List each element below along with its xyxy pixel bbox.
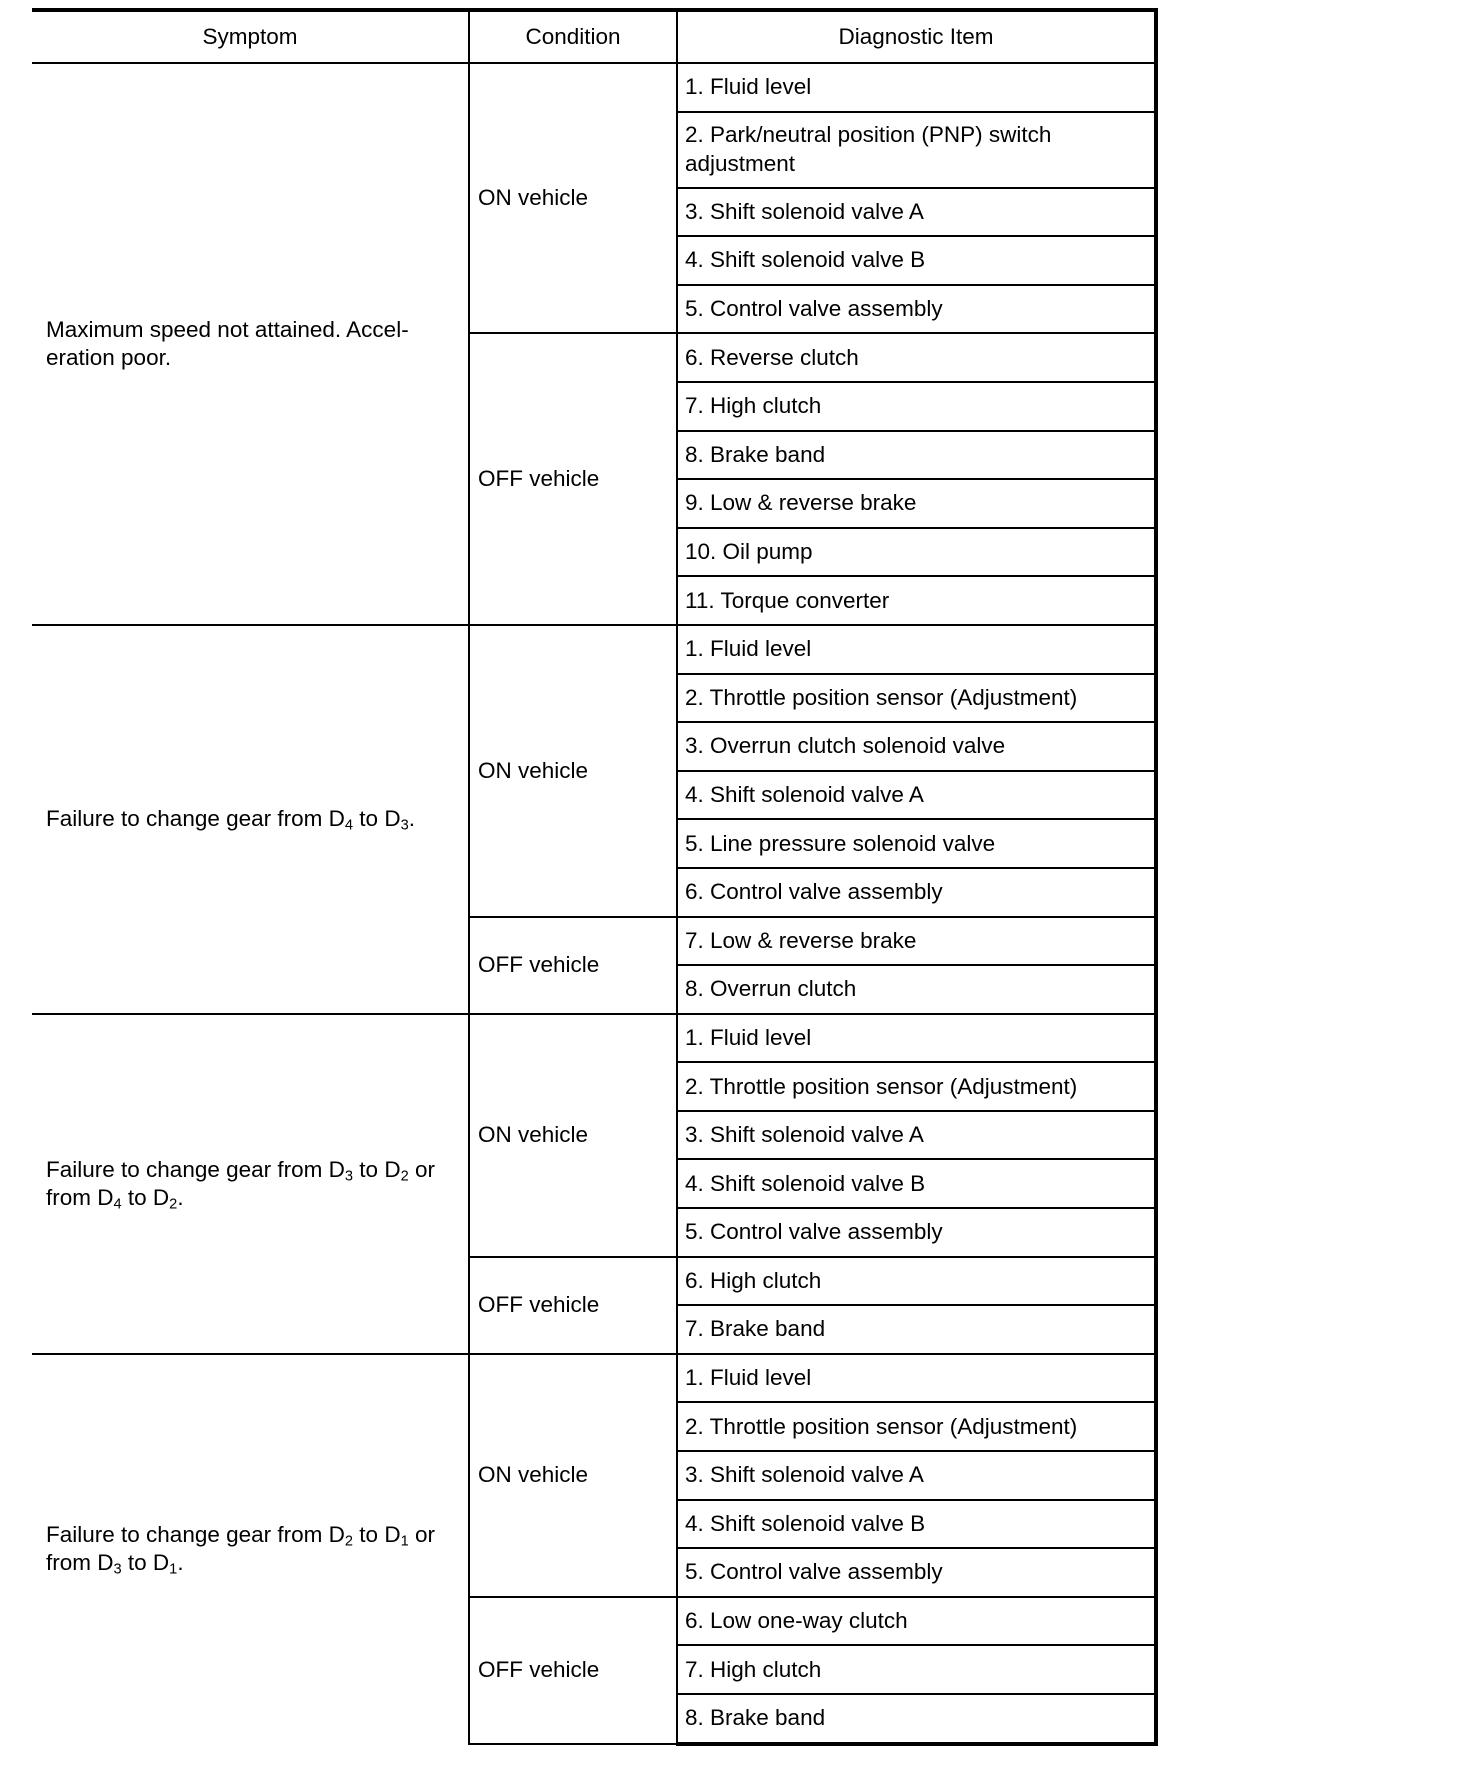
diagnostic-item: 8. Brake band [677,431,1156,480]
diagnostic-table [32,8,1158,1746]
diagnostic-item: 5. Control valve assembly [677,285,1156,334]
condition-cell: OFF vehicle [469,1597,677,1744]
diagnostic-item: 1. Fluid level [677,625,1156,674]
diagnostic-item: 8. Overrun clutch [677,965,1156,1014]
diagnostic-item: 1. Fluid level [677,63,1156,112]
symptom-cell [32,625,469,1014]
diagnostic-item: 4. Shift solenoid valve A [677,771,1156,820]
condition-cell: OFF vehicle [469,333,677,625]
diagnostic-item: 7. Low & reverse brake [677,917,1156,966]
header-row [32,10,1156,63]
diagnostic-item: 4. Shift solenoid valve B [677,236,1156,285]
diagnostic-item: 6. Control valve assembly [677,868,1156,917]
table-row [32,625,1156,674]
diagnostic-item: 2. Throttle position sensor (Adjustment) [677,674,1156,723]
diagnostic-item: 2. Throttle position sensor (Adjustment) [677,1062,1156,1111]
diagnostic-item: 5. Control valve assembly [677,1548,1156,1597]
diagnostic-item: 6. High clutch [677,1257,1156,1306]
diagnostic-item: 11. Torque converter [677,576,1156,625]
table-row [32,63,1156,112]
diagnostic-item: 6. Low one-way clutch [677,1597,1156,1646]
symptom-text: Failure to change gear from $D_2$ to $D_1$ or from $D_3$ to $D_1$. [46,1522,435,1578]
condition-cell: OFF vehicle [469,917,677,1014]
diagnostic-item: 5. Control valve assembly [677,1208,1156,1257]
condition-cell: ON vehicle [469,1014,677,1257]
diagnostic-item: 7. Brake band [677,1305,1156,1354]
symptom-cell: Maximum speed not attained. Accel-eration poor. [32,63,469,625]
diagnostic-item: 3. Shift solenoid valve A [677,1111,1156,1160]
diagnostic-item: 6. Reverse clutch [677,333,1156,382]
condition-cell: ON vehicle [469,625,677,917]
diagnostic-item: 9. Low & reverse brake [677,479,1156,528]
diagnostic-item: 7. High clutch [677,1645,1156,1694]
diagnostic-item: 8. Brake band [677,1694,1156,1744]
header-condition: Condition [469,10,677,63]
diagnostic-item: 7. High clutch [677,382,1156,431]
diagnostic-item: 2. Throttle position sensor (Adjustment) [677,1402,1156,1451]
symptom-text: Failure to change gear from $D_4$ to $D_3$. [46,806,415,834]
diagnostic-item: 3. Shift solenoid valve A [677,188,1156,237]
diagnostic-item: 4. Shift solenoid valve B [677,1159,1156,1208]
diagnostic-item: 10. Oil pump [677,528,1156,577]
condition-cell: ON vehicle [469,1354,677,1597]
symptom-text: Failure to change gear from $D_3$ to $D_2$ or from $D_4$ to $D_2$. [46,1156,435,1213]
header-diagnostic-item: Diagnostic Item [677,10,1156,63]
diagnostic-item: 2. Park/neutral position (PNP) switch adjustment [677,112,1156,188]
diagnostic-item: 3. Overrun clutch solenoid valve [677,722,1156,771]
table-row [32,1014,1156,1063]
diagnostic-item: 1. Fluid level [677,1354,1156,1403]
table-row [32,1354,1156,1403]
diagnostic-item: 3. Shift solenoid valve A [677,1451,1156,1500]
condition-cell: OFF vehicle [469,1257,677,1354]
diagnostic-item: 5. Line pressure solenoid valve [677,819,1156,868]
diagnostic-item: 4. Shift solenoid valve B [677,1500,1156,1549]
diagnostic-item: 1. Fluid level [677,1014,1156,1063]
condition-cell: ON vehicle [469,63,677,333]
header-symptom: Symptom [32,10,469,63]
diagnostic-table-page [32,8,1156,1746]
symptom-cell [32,1014,469,1354]
symptom-cell [32,1354,469,1744]
